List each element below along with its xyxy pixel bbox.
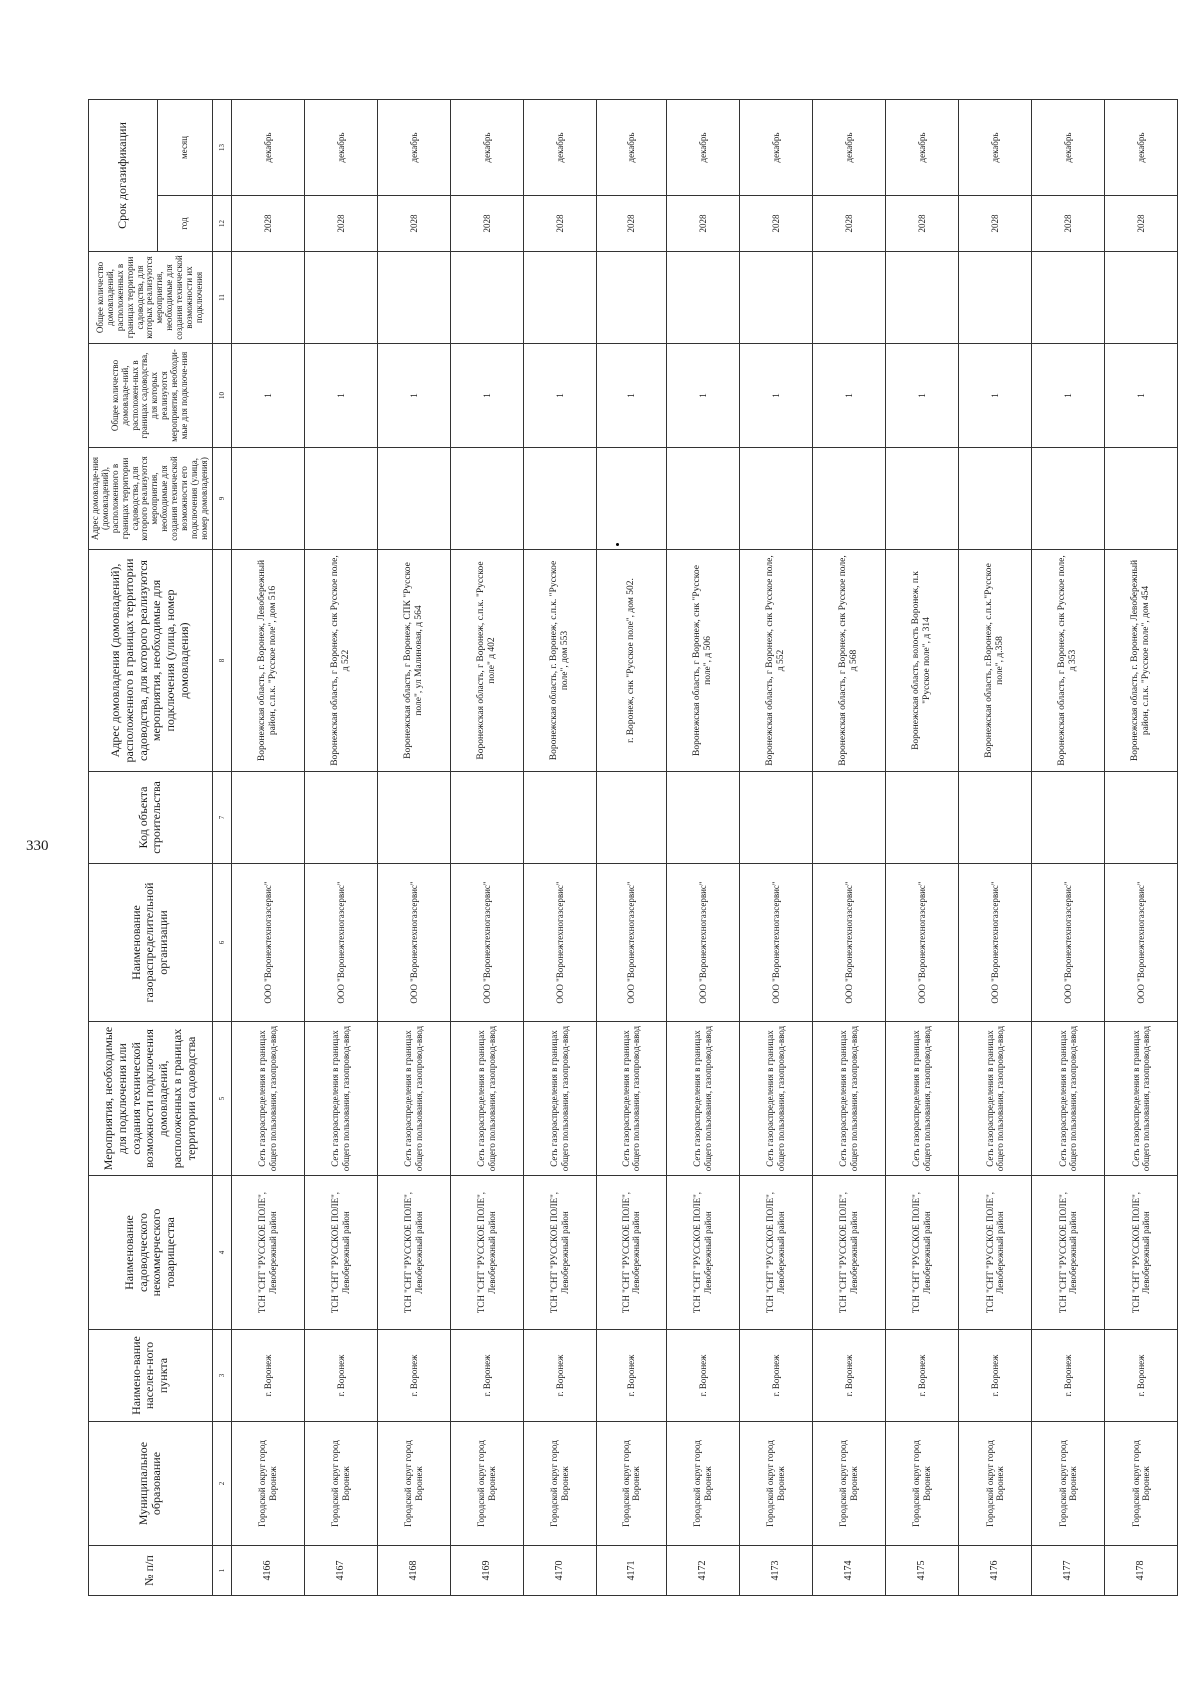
row-partnership: ТСН "СНТ "РУССКОЕ ПОЛЕ", Левобережный район bbox=[666, 1176, 739, 1330]
row-object-code bbox=[304, 772, 377, 864]
row-object-code bbox=[231, 772, 304, 864]
row-address: Воронежская область, г. Воронеж, Левобережный район, с.п.к. "Русское поле", дом 454 bbox=[1104, 550, 1177, 772]
row-measures: Сеть газораспределения в границах общего пользования, газопровод-ввод bbox=[596, 1022, 666, 1176]
row-year: 2028 bbox=[304, 196, 377, 252]
col-number: 3 bbox=[212, 1330, 231, 1422]
row-address-tech bbox=[739, 448, 812, 550]
row-gas-org: ООО "Воронежтехногазсервис" bbox=[377, 864, 450, 1022]
row-count: 1 bbox=[304, 344, 377, 448]
row-number: 4168 bbox=[377, 1546, 450, 1596]
row-partnership: ТСН "СНТ "РУССКОЕ ПОЛЕ", Левобережный район bbox=[812, 1176, 885, 1330]
row-year: 2028 bbox=[1031, 196, 1104, 252]
row-count: 1 bbox=[739, 344, 812, 448]
row-settlement: г. Воронеж bbox=[231, 1330, 304, 1422]
row-municipality: Городской округ город Воронеж bbox=[1031, 1422, 1104, 1546]
row-settlement: г. Воронеж bbox=[304, 1330, 377, 1422]
row-municipality: Городской округ город Воронеж bbox=[596, 1422, 666, 1546]
row-gas-org: ООО "Воронежтехногазсервис" bbox=[812, 864, 885, 1022]
row-settlement: г. Воронеж bbox=[958, 1330, 1031, 1422]
row-object-code bbox=[666, 772, 739, 864]
table-row bbox=[1104, 99, 1177, 1595]
row-address-tech bbox=[666, 448, 739, 550]
row-measures: Сеть газораспределения в границах общего пользования, газопровод-ввод bbox=[1031, 1022, 1104, 1176]
row-count-tech bbox=[739, 252, 812, 344]
row-settlement: г. Воронеж bbox=[1031, 1330, 1104, 1422]
row-address: Воронежская область, г Воронеж, с.п.к. "Русское поле" д 402 bbox=[450, 550, 523, 772]
col-number: 4 bbox=[212, 1176, 231, 1330]
row-year: 2028 bbox=[523, 196, 596, 252]
row-number: 4176 bbox=[958, 1546, 1031, 1596]
col-number: 13 bbox=[212, 99, 231, 195]
row-address: г. Воронеж, снк "Русское поле", дом 502. bbox=[596, 550, 666, 772]
table-row bbox=[523, 99, 596, 1595]
row-gas-org: ООО "Воронежтехногазсервис" bbox=[958, 864, 1031, 1022]
row-measures: Сеть газораспределения в границах общего пользования, газопровод-ввод bbox=[523, 1022, 596, 1176]
col-header-settlement: Наимено-вание населен-ного пункта bbox=[89, 1330, 213, 1422]
row-number: 4174 bbox=[812, 1546, 885, 1596]
row-number: 4170 bbox=[523, 1546, 596, 1596]
row-address: Воронежская область, г.Воронеж, с.п.к."Русское поле", д.358 bbox=[958, 550, 1031, 772]
row-municipality: Городской округ город Воронеж bbox=[1104, 1422, 1177, 1546]
row-address-tech bbox=[304, 448, 377, 550]
row-gas-org: ООО "Воронежтехногазсервис" bbox=[739, 864, 812, 1022]
table-row bbox=[885, 99, 958, 1595]
row-count: 1 bbox=[885, 344, 958, 448]
row-measures: Сеть газораспределения в границах общего пользования, газопровод-ввод bbox=[812, 1022, 885, 1176]
row-month: декабрь bbox=[450, 99, 523, 195]
row-year: 2028 bbox=[596, 196, 666, 252]
row-address: Воронежская область, г Воронеж, СПК "Русское поле", ул Малиновая, д 564 bbox=[377, 550, 450, 772]
row-count-tech bbox=[304, 252, 377, 344]
table-row bbox=[231, 99, 304, 1595]
row-municipality: Городской округ город Воронеж bbox=[885, 1422, 958, 1546]
row-address: Воронежская область, г. Воронеж, Левобережный район, с.п.к. "Русское поле", дом 516 bbox=[231, 550, 304, 772]
row-month: декабрь bbox=[666, 99, 739, 195]
table-row bbox=[377, 99, 450, 1595]
row-month: декабрь bbox=[523, 99, 596, 195]
row-settlement: г. Воронеж bbox=[377, 1330, 450, 1422]
row-year: 2028 bbox=[958, 196, 1031, 252]
col-header-address: Адрес домовладения (домовладений), расположенного в границах территории садоводства, для которого реализуются мероприятия, необходимые для подключения (улица, номер домовладения) bbox=[89, 550, 213, 772]
row-count: 1 bbox=[812, 344, 885, 448]
row-address-tech bbox=[885, 448, 958, 550]
table-row bbox=[1031, 99, 1104, 1595]
row-partnership: ТСН "СНТ "РУССКОЕ ПОЛЕ", Левобережный район bbox=[885, 1176, 958, 1330]
row-year: 2028 bbox=[1104, 196, 1177, 252]
gasification-table-sheet bbox=[88, 100, 1151, 1596]
row-month: декабрь bbox=[596, 99, 666, 195]
row-count: 1 bbox=[596, 344, 666, 448]
row-municipality: Городской округ город Воронеж bbox=[523, 1422, 596, 1546]
col-number: 6 bbox=[212, 864, 231, 1022]
row-settlement: г. Воронеж bbox=[1104, 1330, 1177, 1422]
row-address-tech bbox=[377, 448, 450, 550]
row-address: Воронежская область, г. Воронеж, с.п.к. "Русское поле", дом 553 bbox=[523, 550, 596, 772]
row-settlement: г. Воронеж bbox=[885, 1330, 958, 1422]
row-measures: Сеть газораспределения в границах общего пользования, газопровод-ввод bbox=[304, 1022, 377, 1176]
row-count-tech bbox=[1031, 252, 1104, 344]
row-gas-org: ООО "Воронежтехногазсервис" bbox=[1104, 864, 1177, 1022]
col-header-year: год bbox=[158, 196, 213, 252]
row-address-tech bbox=[958, 448, 1031, 550]
row-municipality: Городской округ город Воронеж bbox=[958, 1422, 1031, 1546]
col-number: 12 bbox=[212, 196, 231, 252]
col-number: 9 bbox=[212, 448, 231, 550]
page-number: 330 bbox=[26, 838, 49, 854]
row-address-tech bbox=[812, 448, 885, 550]
row-count: 1 bbox=[450, 344, 523, 448]
row-count-tech bbox=[523, 252, 596, 344]
row-month: декабрь bbox=[958, 99, 1031, 195]
row-month: декабрь bbox=[1031, 99, 1104, 195]
row-count: 1 bbox=[231, 344, 304, 448]
header-row bbox=[89, 99, 158, 1595]
row-partnership: ТСН "СНТ "РУССКОЕ ПОЛЕ", Левобережный район bbox=[523, 1176, 596, 1330]
row-count-tech bbox=[231, 252, 304, 344]
col-number: 7 bbox=[212, 772, 231, 864]
row-address-tech bbox=[450, 448, 523, 550]
row-partnership: ТСН "СНТ "РУССКОЕ ПОЛЕ", Левобережный район bbox=[450, 1176, 523, 1330]
table-row bbox=[450, 99, 523, 1595]
row-count-tech bbox=[812, 252, 885, 344]
row-gas-org: ООО "Воронежтехногазсервис" bbox=[523, 864, 596, 1022]
row-address-tech bbox=[596, 448, 666, 550]
row-number: 4175 bbox=[885, 1546, 958, 1596]
row-address: Воронежская область, г Воронеж, снк Русское поле, д 522 bbox=[304, 550, 377, 772]
table-row bbox=[596, 99, 666, 1595]
row-partnership: ТСН "СНТ "РУССКОЕ ПОЛЕ", Левобережный район bbox=[1104, 1176, 1177, 1330]
row-count-tech bbox=[596, 252, 666, 344]
row-number: 4172 bbox=[666, 1546, 739, 1596]
row-measures: Сеть газораспределения в границах общего пользования, газопровод-ввод bbox=[450, 1022, 523, 1176]
row-partnership: ТСН "СНТ "РУССКОЕ ПОЛЕ", Левобережный район bbox=[596, 1176, 666, 1330]
row-measures: Сеть газораспределения в границах общего пользования, газопровод-ввод bbox=[666, 1022, 739, 1176]
row-gas-org: ООО "Воронежтехногазсервис" bbox=[450, 864, 523, 1022]
row-settlement: г. Воронеж bbox=[523, 1330, 596, 1422]
row-year: 2028 bbox=[739, 196, 812, 252]
row-municipality: Городской округ город Воронеж bbox=[666, 1422, 739, 1546]
row-gas-org: ООО "Воронежтехногазсервис" bbox=[666, 864, 739, 1022]
row-count: 1 bbox=[523, 344, 596, 448]
row-partnership: ТСН "СНТ "РУССКОЕ ПОЛЕ", Левобережный район bbox=[958, 1176, 1031, 1330]
table-row bbox=[304, 99, 377, 1595]
row-number: 4167 bbox=[304, 1546, 377, 1596]
row-year: 2028 bbox=[885, 196, 958, 252]
row-count: 1 bbox=[377, 344, 450, 448]
row-count-tech bbox=[377, 252, 450, 344]
row-settlement: г. Воронеж bbox=[666, 1330, 739, 1422]
col-number: 2 bbox=[212, 1422, 231, 1546]
row-month: декабрь bbox=[739, 99, 812, 195]
table-body bbox=[231, 99, 1177, 1595]
row-settlement: г. Воронеж bbox=[739, 1330, 812, 1422]
row-address: Воронежская область, г Воронеж, снк Русское поле, д 353 bbox=[1031, 550, 1104, 772]
row-address: Воронежская область, г Воронеж, снк Русское поле, д 552 bbox=[739, 550, 812, 772]
row-address: Воронежская область, г Воронеж, снк "Русское поле", д 506 bbox=[666, 550, 739, 772]
row-month: декабрь bbox=[812, 99, 885, 195]
row-month: декабрь bbox=[304, 99, 377, 195]
row-measures: Сеть газораспределения в границах общего пользования, газопровод-ввод bbox=[958, 1022, 1031, 1176]
row-address-tech bbox=[1031, 448, 1104, 550]
table-row bbox=[739, 99, 812, 1595]
row-municipality: Городской округ город Воронеж bbox=[450, 1422, 523, 1546]
row-count-tech bbox=[885, 252, 958, 344]
row-count: 1 bbox=[958, 344, 1031, 448]
row-gas-org: ООО "Воронежтехногазсервис" bbox=[596, 864, 666, 1022]
row-settlement: г. Воронеж bbox=[596, 1330, 666, 1422]
row-year: 2028 bbox=[812, 196, 885, 252]
row-gas-org: ООО "Воронежтехногазсервис" bbox=[304, 864, 377, 1022]
col-header-gas-org: Наименование газораспределительной организации bbox=[89, 864, 213, 1022]
row-settlement: г. Воронеж bbox=[812, 1330, 885, 1422]
col-header-count-tech: Общее количество домовладений, расположенных в границах территории садоводства, для которых реализуются мероприятия, необходимые для создания технической возможности их подключения bbox=[89, 252, 213, 344]
row-object-code bbox=[1031, 772, 1104, 864]
row-object-code bbox=[812, 772, 885, 864]
row-measures: Сеть газораспределения в границах общего пользования, газопровод-ввод bbox=[1104, 1022, 1177, 1176]
row-month: декабрь bbox=[377, 99, 450, 195]
row-object-code bbox=[523, 772, 596, 864]
row-number: 4173 bbox=[739, 1546, 812, 1596]
row-object-code bbox=[377, 772, 450, 864]
row-municipality: Городской округ город Воронеж bbox=[231, 1422, 304, 1546]
row-measures: Сеть газораспределения в границах общего пользования, газопровод-ввод bbox=[885, 1022, 958, 1176]
row-partnership: ТСН "СНТ "РУССКОЕ ПОЛЕ", Левобережный район bbox=[377, 1176, 450, 1330]
row-year: 2028 bbox=[377, 196, 450, 252]
table-row bbox=[666, 99, 739, 1595]
row-gas-org: ООО "Воронежтехногазсервис" bbox=[885, 864, 958, 1022]
row-month: декабрь bbox=[1104, 99, 1177, 195]
row-address-tech bbox=[1104, 448, 1177, 550]
row-gas-org: ООО "Воронежтехногазсервис" bbox=[1031, 864, 1104, 1022]
table-row bbox=[958, 99, 1031, 1595]
row-object-code bbox=[450, 772, 523, 864]
col-number: 11 bbox=[212, 252, 231, 344]
row-measures: Сеть газораспределения в границах общего пользования, газопровод-ввод bbox=[377, 1022, 450, 1176]
row-partnership: ТСН "СНТ "РУССКОЕ ПОЛЕ", Левобережный район bbox=[1031, 1176, 1104, 1330]
col-header-measures: Мероприятия, необходимые для подключения или создания технической возможности подключения домовладений, расположенных в границах территории садоводства bbox=[89, 1022, 213, 1176]
row-year: 2028 bbox=[450, 196, 523, 252]
row-partnership: ТСН "СНТ "РУССКОЕ ПОЛЕ", Левобережный район bbox=[304, 1176, 377, 1330]
row-count: 1 bbox=[666, 344, 739, 448]
row-gas-org: ООО "Воронежтехногазсервис" bbox=[231, 864, 304, 1022]
row-month: декабрь bbox=[231, 99, 304, 195]
row-object-code bbox=[958, 772, 1031, 864]
gasification-table bbox=[88, 99, 1178, 1596]
col-header-count: Общее количество домовладе-ний, расположен-ных в границах садоводства, для которых реализуются мероприятия, необходи-мые для подключе-ния bbox=[89, 344, 213, 448]
col-header-object-code: Код объекта строительства bbox=[89, 772, 213, 864]
col-header-month: месяц bbox=[158, 99, 213, 195]
row-measures: Сеть газораспределения в границах общего пользования, газопровод-ввод bbox=[231, 1022, 304, 1176]
row-measures: Сеть газораспределения в границах общего пользования, газопровод-ввод bbox=[739, 1022, 812, 1176]
row-municipality: Городской округ город Воронеж bbox=[304, 1422, 377, 1546]
row-municipality: Городской округ город Воронеж bbox=[739, 1422, 812, 1546]
table-row bbox=[812, 99, 885, 1595]
row-partnership: ТСН "СНТ "РУССКОЕ ПОЛЕ", Левобережный район bbox=[739, 1176, 812, 1330]
col-number: 10 bbox=[212, 344, 231, 448]
row-address-tech bbox=[231, 448, 304, 550]
row-number: 4171 bbox=[596, 1546, 666, 1596]
col-number: 5 bbox=[212, 1022, 231, 1176]
row-year: 2028 bbox=[666, 196, 739, 252]
row-number: 4177 bbox=[1031, 1546, 1104, 1596]
row-partnership: ТСН "СНТ "РУССКОЕ ПОЛЕ", Левобережный район bbox=[231, 1176, 304, 1330]
col-header-gasification-term: Срок догазификации bbox=[89, 99, 158, 251]
row-municipality: Городской округ город Воронеж bbox=[812, 1422, 885, 1546]
row-count-tech bbox=[666, 252, 739, 344]
row-count-tech bbox=[450, 252, 523, 344]
row-object-code bbox=[885, 772, 958, 864]
row-count-tech bbox=[1104, 252, 1177, 344]
row-object-code bbox=[739, 772, 812, 864]
col-header-num: № п/п bbox=[89, 1546, 213, 1596]
row-month: декабрь bbox=[885, 99, 958, 195]
row-object-code bbox=[596, 772, 666, 864]
row-number: 4166 bbox=[231, 1546, 304, 1596]
row-settlement: г. Воронеж bbox=[450, 1330, 523, 1422]
row-count-tech bbox=[958, 252, 1031, 344]
row-count: 1 bbox=[1031, 344, 1104, 448]
row-address-tech bbox=[523, 448, 596, 550]
row-municipality: Городской округ город Воронеж bbox=[377, 1422, 450, 1546]
col-header-partnership: Наименование садоводческого некоммерческого товарищества bbox=[89, 1176, 213, 1330]
col-header-municipality: Муниципальное образование bbox=[89, 1422, 213, 1546]
row-year: 2028 bbox=[231, 196, 304, 252]
col-number: 1 bbox=[212, 1546, 231, 1596]
column-number-row bbox=[212, 99, 231, 1595]
row-number: 4169 bbox=[450, 1546, 523, 1596]
row-address: Воронежская область, г Воронеж, снк Русское поле, д 568 bbox=[812, 550, 885, 772]
col-number: 8 bbox=[212, 550, 231, 772]
row-object-code bbox=[1104, 772, 1177, 864]
row-count: 1 bbox=[1104, 344, 1177, 448]
row-address: Воронежская область, волость Воронеж, п.к "Русское поле", д 314 bbox=[885, 550, 958, 772]
row-number: 4178 bbox=[1104, 1546, 1177, 1596]
col-header-address-tech: Адрес домовладе-ния (домовладений), расположенного в границах территории садоводства, для которого реализуются мероприятия, необходимые для создания технической возможности его подключения (улица, номер домовладения) bbox=[89, 448, 213, 550]
